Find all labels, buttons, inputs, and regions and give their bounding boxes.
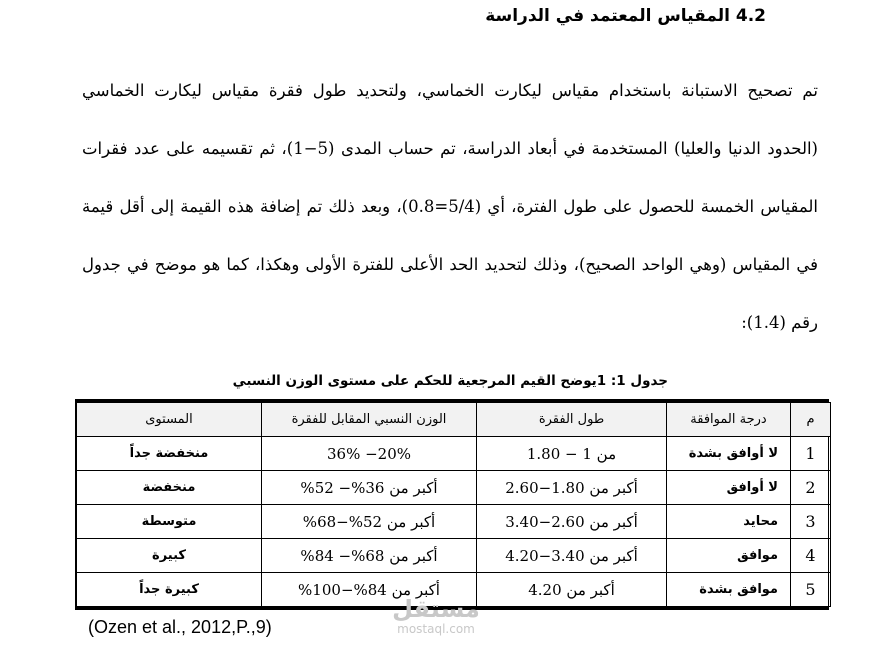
cell-agreement: لا أوافق بشدة	[667, 437, 791, 471]
body-paragraph: تم تصحيح الاستبانة باستخدام مقياس ليكارت الخماسي، ولتحديد طول فقرة مقياس ليكارت الخماسي (الحدود الدنيا والعليا) المستخدمة في أبعاد الدراسة، تم حساب المدى (5−1)، ثم تقسيمه على عدد فقرات المقياس الخمسة للحصول على طول الفترة، أي (5/4=0.8)، وبعد ذلك تم إضافة هذه القيمة إلى أقل قيمة في المقياس (وهي الواحد الصحيح)، وذلك لتحديد الحد الأعلى للفترة الأولى وهكذا، كما هو موضح في جدول رقم (1.4):	[82, 81, 818, 332]
cell-agreement: موافق	[667, 539, 791, 573]
watermark-site: mostaql.com	[397, 622, 475, 636]
cell-level: كبيرة جداً	[77, 573, 262, 607]
cell-range: أكبر من 3.40−4.20	[477, 539, 667, 573]
cell-agreement: لا أوافق	[667, 471, 791, 505]
cell-level: متوسطة	[77, 505, 262, 539]
section-heading: 4.2 المقياس المعتمد في الدراسة	[485, 6, 766, 26]
table-caption: جدول 1: 1يوضح القيم المرجعية للحكم على مستوى الوزن النسبي	[232, 373, 668, 389]
watermark-logo-text: مستقل	[392, 595, 480, 623]
cell-range: أكبر من 1.80−2.60	[477, 471, 667, 505]
cell-num: 3	[791, 505, 831, 539]
cell-level: منخفضة	[77, 471, 262, 505]
cell-weight: أكبر من 68%− 84%	[262, 539, 477, 573]
cell-weight: 20%− 36%	[262, 437, 477, 471]
header-agreement: درجة الموافقة	[667, 403, 791, 437]
table-row	[77, 505, 831, 539]
header-num: م	[791, 403, 831, 437]
table-row	[77, 573, 831, 607]
header-range: طول الفقرة	[477, 403, 667, 437]
cell-level: كبيرة	[77, 539, 262, 573]
cell-num: 2	[791, 471, 831, 505]
header-weight: الوزن النسبي المقابل للفقرة	[262, 403, 477, 437]
cell-weight: أكبر من 84%−100%	[262, 573, 477, 607]
cell-level: منخفضة جداً	[77, 437, 262, 471]
citation-reference: (Ozen et al., 2012,P.,9)	[88, 617, 272, 637]
table-row	[77, 539, 831, 573]
cell-agreement: موافق بشدة	[667, 573, 791, 607]
cell-agreement: محايد	[667, 505, 791, 539]
cell-range: أكبر من 2.60−3.40	[477, 505, 667, 539]
cell-weight: أكبر من 52%−68%	[262, 505, 477, 539]
table-row	[77, 437, 831, 471]
cell-range: من 1 − 1.80	[477, 437, 667, 471]
cell-num: 5	[791, 573, 831, 607]
reference-values-table	[76, 402, 831, 607]
cell-num: 1	[791, 437, 831, 471]
cell-weight: أكبر من 36%− 52%	[262, 471, 477, 505]
reference-table-frame	[75, 399, 829, 610]
cell-range: أكبر من 4.20	[477, 573, 667, 607]
cell-num: 4	[791, 539, 831, 573]
header-level: المستوى	[77, 403, 262, 437]
table-row	[77, 471, 831, 505]
table-header-row	[77, 403, 831, 437]
